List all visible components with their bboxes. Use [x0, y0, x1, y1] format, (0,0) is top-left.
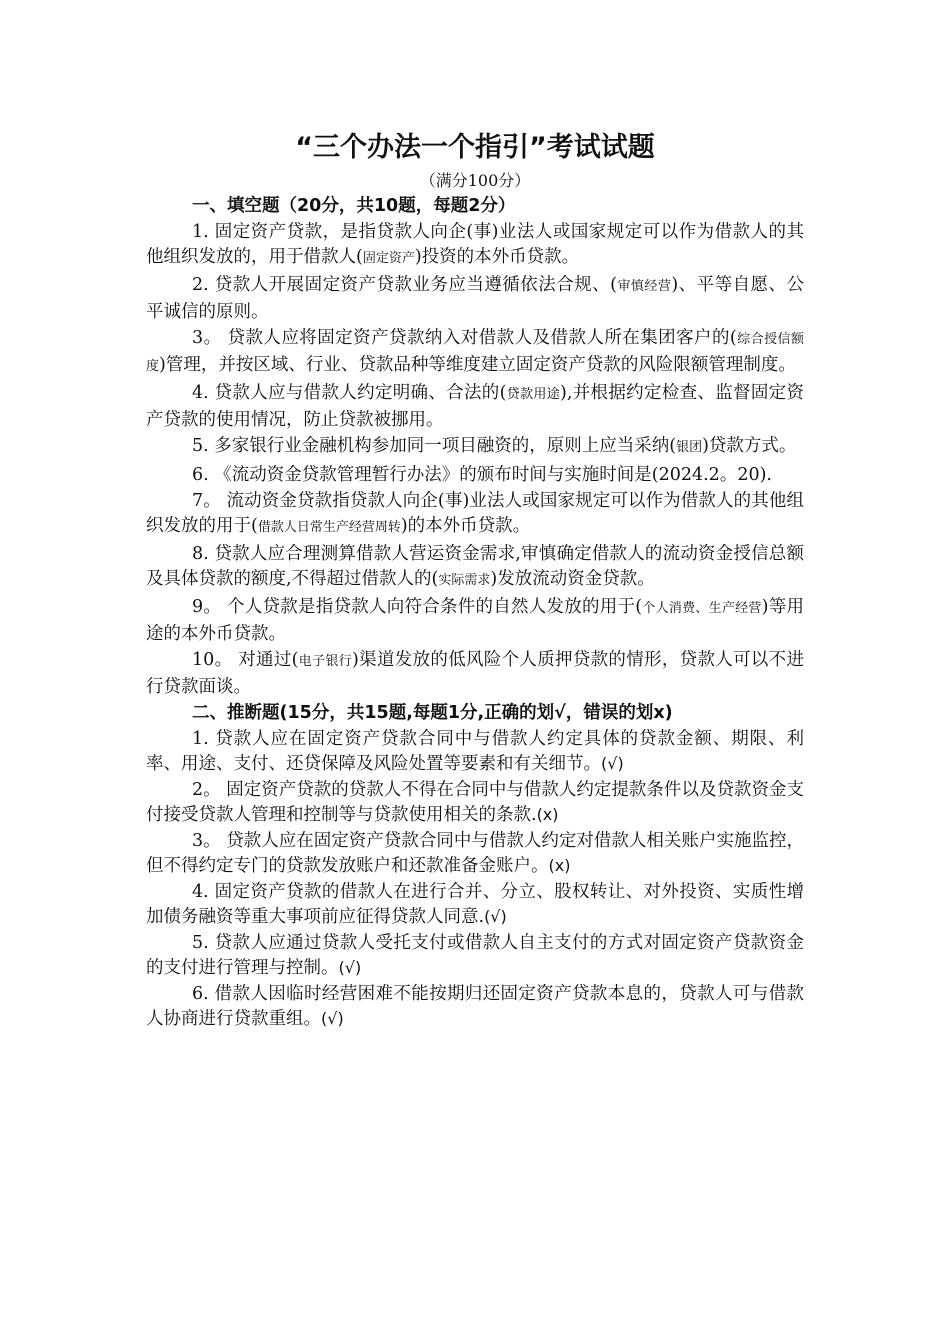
- fill-question-9: 9。 个人贷款是指贷款人向符合条件的自然人发放的用于(个人消费、生产经营)等用途的本外币贷款。: [146, 597, 804, 644]
- fill-question-4: 4. 贷款人应与借款人约定明确、合法的(贷款用途),并根据约定检查、监督固定资产贷款的使用情况，防止贷款被挪用。: [146, 383, 804, 430]
- answer-mark: (√): [601, 753, 624, 773]
- judge-question-4: 4. 固定资产贷款的借款人在进行合并、分立、股权转让、对外投资、实质性增加债务融资等重大事项前应征得贷款人同意.(√): [146, 882, 804, 927]
- answer-mark: (x): [536, 804, 559, 824]
- judge-question-5: 5. 贷款人应通过贷款人受托支付或借款人自主支付的方式对固定资产贷款资金的支付进行管理与控制。(√): [146, 933, 804, 978]
- answer-text: 借款人日常生产经营周转: [257, 519, 401, 535]
- judge-question-1: 1. 贷款人应在固定资产贷款合同中与借款人约定具体的贷款金额、期限、利率、用途、支付、还贷保障及风险处置等要素和有关细节。(√): [146, 729, 804, 774]
- fill-question-7: 7。 流动资金贷款指贷款人向企(事)业法人或国家规定可以作为借款人的其他组织发放的用于(借款人日常生产经营周转)的本外币贷款。: [146, 491, 804, 536]
- answer-text: 实际需求: [438, 572, 491, 588]
- document-title: “三个办法一个指引”考试试题: [295, 132, 655, 163]
- fill-question-10: 10。 对通过(电子银行)渠道发放的低风险个人质押贷款的情形，贷款人可以不进行贷款面谈。: [146, 650, 804, 697]
- judge-question-6: 6. 借款人因临时经营困难不能按期归还固定资产贷款本息的，贷款人可与借款人协商进行贷款重组。(√): [146, 984, 804, 1029]
- answer-text: 综合授信额度: [146, 332, 804, 374]
- document-subtitle: （满分100分）: [419, 171, 531, 190]
- fill-question-3: 3。 贷款人应将固定资产贷款纳入对借款人及借款人所在集团客户的(综合授信额度)管理，并按区域、行业、贷款品种等维度建立固定资产贷款的风险限额管理制度。: [146, 328, 804, 375]
- answer-text: 电子银行: [298, 654, 353, 669]
- section-heading-fill-in: 一、填空题（20分，共10题，每题2分）: [192, 196, 516, 216]
- answer-text: 固定资产: [362, 250, 415, 266]
- fill-question-2: 2. 贷款人开展固定资产贷款业务应当遵循依法合规、(审慎经营)、平等自愿、公平诚信的原则。: [146, 275, 804, 322]
- answer-mark: (x): [548, 855, 571, 875]
- answer-text: 银团: [676, 440, 703, 455]
- answer-mark: (√): [484, 906, 507, 926]
- fill-question-6: 6. 《流动资金贷款管理暂行办法》的颁布时间与实施时间是(2024.2。20).: [192, 464, 772, 485]
- answer-mark: (√): [338, 957, 362, 977]
- fill-question-5: 5. 多家银行业金融机构参加同一项目融资的，原则上应当采纳(银团)贷款方式。: [192, 436, 797, 456]
- fill-question-1: 1. 固定资产贷款，是指贷款人向企(事)业法人或国家规定可以作为借款人的其他组织发放的，用于借款人(固定资产)投资的本外币贷款。: [146, 222, 804, 267]
- section-heading-true-false: 二、推断题(15分，共15题,每题1分,正确的划√，错误的划x): [192, 703, 673, 723]
- answer-text: 贷款用途: [506, 387, 561, 402]
- answer-mark: (√): [321, 1008, 344, 1028]
- judge-question-2: 2。 固定资产贷款的贷款人不得在合同中与借款人约定提款条件以及贷款资金支付接受贷款人管理和控制等与贷款使用相关的条款.(x): [146, 780, 804, 825]
- answer-text: 个人消费、生产经营: [642, 601, 762, 616]
- answer-text: 审慎经营: [616, 279, 672, 294]
- fill-question-8: 8. 贷款人应合理测算借款人营运资金需求,审慎确定借款人的流动资金授信总额及具体贷款的额度,不得超过借款人的(实际需求)发放流动资金贷款。: [146, 544, 804, 589]
- judge-question-3: 3。 贷款人应在固定资产贷款合同中与借款人约定对借款人相关账户实施监控，但不得约定专门的贷款发放账户和还款准备金账户。(x): [146, 831, 804, 876]
